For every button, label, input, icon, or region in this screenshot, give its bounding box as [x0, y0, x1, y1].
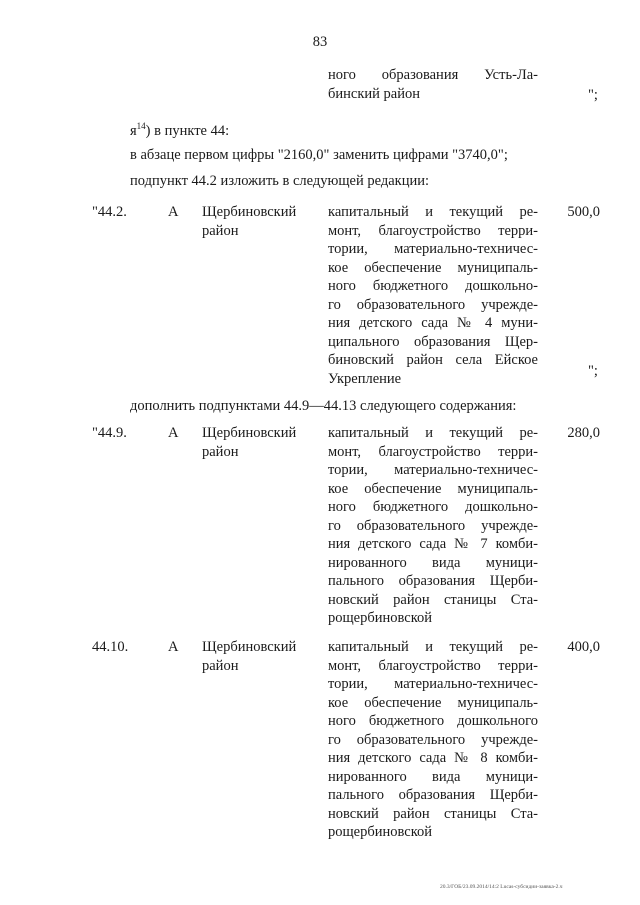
row-44-10-number: 44.10. — [92, 639, 129, 655]
row-44-10-desc-line: капитальный и текущий ре- — [328, 639, 538, 655]
row-44-9-area-line-2: район — [202, 443, 239, 460]
paragraph-edit-subitem: подпункт 44.2 изложить в следующей редакции: — [130, 173, 430, 189]
row-44-9-desc-line: нированного вида муници- — [328, 554, 538, 571]
row-44-10-desc-line: новский район станицы Ста- — [328, 805, 538, 822]
row-44-9-amount: 280,0 — [567, 425, 600, 441]
row-44-2-desc-line: ного бюджетного дошкольно- — [328, 278, 538, 294]
row-44-2-desc-line: кое обеспечение муниципаль- — [328, 259, 538, 276]
row-44-10-desc-line: го образовательного учрежде- — [328, 731, 538, 748]
row-44-9-desc-line: ния детского сада № 7 комби- — [328, 536, 538, 552]
row-44-9-category: А — [168, 425, 179, 441]
top-fragment-closing: "; — [588, 87, 598, 103]
row-44-10-category: А — [168, 639, 179, 655]
row-44-9-desc-line: ного бюджетного дошкольно- — [328, 499, 538, 515]
row-44-9-desc-line: тории, материально-техничес- — [328, 462, 538, 478]
row-44-10-area — [202, 638, 320, 675]
row-44-10-desc-line: ния детского сада № 8 комби- — [328, 750, 538, 766]
row-44-9-area — [202, 424, 320, 461]
paragraph-item-letter — [130, 122, 229, 141]
row-44-2-desc-line: го образовательного учрежде- — [328, 296, 538, 313]
row-44-2-desc-line: ния детского сада № 4 муни- — [328, 315, 538, 331]
row-44-2-area — [202, 203, 320, 240]
row-44-9-desc-line: кое обеспечение муниципаль- — [328, 480, 538, 497]
item-letter-superscript: 14 — [136, 121, 146, 132]
row-44-9-desc-line: капитальный и текущий ре- — [328, 425, 538, 441]
row-44-10-desc-line: нированного вида муници- — [328, 768, 538, 785]
top-fragment-line-1: ного образования Усть-Ла- — [328, 67, 538, 83]
footer-file-path: 20.3/ГОБ/23.09.2014/14:2 Lucas-субсидии-заявка-2.ч — [440, 884, 563, 890]
row-44-10-description — [328, 638, 538, 842]
row-44-9-desc-line: пального образования Щерби- — [328, 573, 538, 589]
item-letter: я — [130, 123, 137, 139]
item-letter-text: ) в пункте 44: — [145, 123, 230, 139]
paragraph-add-subitems: дополнить подпунктами 44.9—44.13 следующего содержания: — [130, 398, 517, 414]
row-44-2-area-line-2: район — [202, 222, 239, 239]
row-44-9-desc-line: рощербиновской — [328, 610, 433, 626]
row-44-10-area-line-1: Щербиновский — [202, 639, 297, 655]
row-44-10-desc-line: рощербиновской — [328, 824, 433, 840]
row-44-2-number: "44.2. — [92, 204, 127, 220]
page-number: 83 — [312, 34, 328, 50]
row-44-2-description — [328, 203, 538, 388]
row-44-2-desc-line: Укрепление — [328, 370, 402, 387]
row-44-9-desc-line: го образовательного учрежде- — [328, 517, 538, 534]
row-44-10-desc-line: монт, благоустройство терри- — [328, 657, 538, 674]
row-44-9-desc-line: монт, благоустройство терри- — [328, 443, 538, 460]
row-44-10-desc-line: тории, материально-техничес- — [328, 676, 538, 692]
row-44-9-description — [328, 424, 538, 628]
row-44-10-amount: 400,0 — [567, 639, 600, 655]
paragraph-replace-figures: в абзаце первом цифры "2160,0" заменить цифрами "3740,0"; — [130, 147, 508, 163]
row-44-2-closing: "; — [588, 363, 598, 379]
row-44-9-number: "44.9. — [92, 425, 127, 441]
row-44-10-desc-line: ного бюджетного дошкольного — [328, 713, 538, 729]
row-44-2-desc-line: биновский район села Ейское — [328, 352, 538, 368]
row-44-10-area-line-2: район — [202, 657, 239, 674]
row-44-2-desc-line: ципального образования Щер- — [328, 333, 538, 350]
top-fragment-text — [328, 66, 538, 103]
row-44-2-category: А — [168, 204, 179, 220]
row-44-9-desc-line: новский район станицы Ста- — [328, 591, 538, 608]
row-44-2-area-line-1: Щербиновский — [202, 204, 297, 220]
row-44-10-desc-line: кое обеспечение муниципаль- — [328, 694, 538, 711]
top-fragment-line-2: бинский район — [328, 85, 420, 102]
row-44-2-desc-line: монт, благоустройство терри- — [328, 222, 538, 239]
row-44-2-desc-line: тории, материально-техничес- — [328, 241, 538, 257]
row-44-2-amount: 500,0 — [567, 204, 600, 220]
row-44-2-desc-line: капитальный и текущий ре- — [328, 204, 538, 220]
row-44-9-area-line-1: Щербиновский — [202, 425, 297, 441]
row-44-10-desc-line: пального образования Щерби- — [328, 787, 538, 803]
